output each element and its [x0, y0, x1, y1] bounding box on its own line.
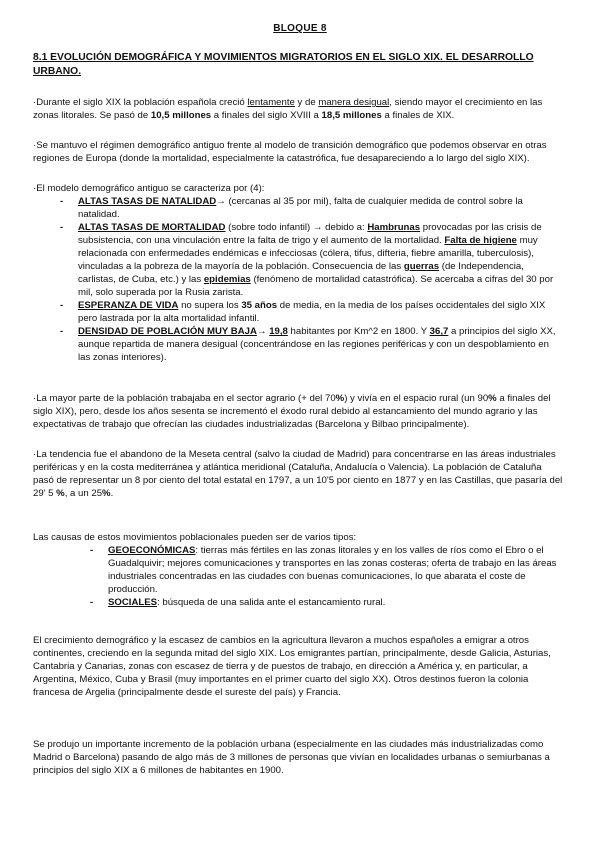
term-falta-higiene: Falta de higiene [444, 235, 517, 246]
text-span: ·La tendencia fue el abandono de la Meseta central (salvo la ciudad de Madrid) para concentrarse en las áreas industriales periféricas y en la costa mediterránea y atlántica meridional (Cataluña, Andalucía o Valencia). La población de Cataluña pasó de representar un 8 por ciento del total estatal en 1797, a un 10'5 por ciento en 1877 y en las Castillas, que pasaría del 29' 5 [33, 449, 563, 499]
text-span: (de Independencia, carlistas, de Cuba, etc.) y las [78, 261, 524, 285]
text-span: a finales de XIX. [381, 110, 455, 121]
characteristics-list [60, 195, 560, 364]
text-span: , a un 25 [64, 488, 103, 499]
text-span: ·La mayor parte de la población trabajaba en el sector agrario (+ del 70 [33, 393, 336, 404]
text-span: y de [294, 97, 319, 108]
term-densidad: DENSIDAD DE POBLACIÓN MUY BAJA [78, 326, 257, 337]
list-item-esperanza-vida [60, 299, 560, 325]
text-span: habitantes por Km^2 en 1800. Y [287, 326, 430, 337]
text-span: : búsqueda de una salida ante el estancamiento rural. [157, 597, 386, 608]
percent-sign: % [488, 393, 497, 404]
text-span: → (cercanas al 35 por mil), falta de cualquier medida de control sobre la natalidad. [78, 196, 523, 220]
value-19-8: 19,8 [269, 326, 288, 337]
term-sociales: SOCIALES [108, 597, 158, 608]
text-span: de media, en la media de los países occidentales del siglo XIX pero lastrada por la alta mortalidad infantil. [78, 300, 546, 324]
list-item-densidad [60, 325, 560, 364]
percent-sign: % [56, 488, 65, 499]
text-span: : tierras más fértiles en las zonas litorales y en los valles de ríos como el Ebro o el Guadalquivir; mejores comunicaciones y transportes en las zonas costeras; oferta de trabajo en las áreas industriales concentradas en las ciudades con buenas comunicaciones, lo que abarata el coste de producción. [108, 545, 557, 595]
term-mortalidad: ALTAS TASAS DE MORTALIDAD [78, 222, 226, 233]
paragraph-urban-population: Se produjo un importante incremento de la población urbana (especialmente en las ciudades más industrializadas como Madrid o Barcelona) pasando de algo más de 3 millones de personas que vivían en localidades urbanas o semiurbanas a principios del siglo XIX a 6 millones de habitantes en 1900. [33, 739, 550, 776]
text-span: no supera los [178, 300, 242, 311]
text-span: a finales del siglo XVIII a [211, 110, 322, 121]
text-span: → [256, 326, 270, 337]
document-title: BLOQUE 8 [273, 23, 327, 34]
text-span: ·Durante el siglo XIX la población española creció [33, 97, 248, 108]
list-item-natalidad [60, 195, 560, 221]
bold-35-anos: 35 años [241, 300, 278, 311]
text-span: a finales del siglo XIX), pero, desde los años sesenta se incrementó el éxodo rural debido al estancamiento del mundo agrario y las expectativas de trabajo que ofrecían las ciudades industrializadas (Barcelona y Bilbao principalmente). [33, 393, 551, 430]
value-36-7: 36,7 [429, 326, 449, 337]
paragraph-agrarian-sector [33, 392, 563, 431]
text-span: (sobre todo infantil) → debido a: [225, 222, 368, 233]
paragraph-emigration: El crecimiento demográfico y la escasez de cambios en la agricultura llevaron a muchos españoles a emigrar a otros continentes, creciendo en la segunda mitad del siglo XIX. Los emigrantes partían, principalmente, desde Galicia, Asturias, Cantabria y Canarias, zonas con escasez de tierra y de puestos de trabajo, en dirección a América y, en particular, a Argentina, México, Cuba y Brasil (muy importantes en el primer cuarto del siglo XX). Otros destinos fueron la colonia francesa de Argelia (principalmente desde el sureste del país) y Francia. [33, 635, 551, 698]
emphasis-lentamente: lentamente [247, 97, 295, 108]
text-span: muy relacionada con enfermedades endémicas e infecciosas (cólera, tifus, difteria, fiebre amarilla, tuberculosis), vinculadas a la pobreza de la mayoría de la población. Consecuencia de las [78, 235, 538, 272]
text-span: (fenómeno de mortalidad catastrófica). Se acercaba a cifras del 30 por mil, solo superada por la Rusia zarista. [78, 274, 554, 298]
text-span: ) y vivía en el espacio rural (un 90 [344, 393, 489, 404]
text-span: , siendo mayor el crecimiento en las zonas litorales. Se pasó de [33, 97, 543, 121]
term-geoeconomicas: GEOECONÓMICAS [108, 545, 196, 556]
term-esperanza-vida: ESPERANZA DE VIDA [78, 300, 179, 311]
text-span: . [110, 488, 114, 499]
causes-list [90, 544, 562, 609]
percent-sign: % [102, 488, 111, 499]
percent-sign: % [335, 393, 345, 404]
bold-18-5-millones: 18,5 millones [321, 110, 382, 121]
list-item-sociales [90, 596, 562, 609]
list-item-mortalidad [60, 221, 560, 299]
paragraph-demographic-regime: ·Se mantuvo el régimen demográfico antiguo frente al modelo de transición demográfico que podemos observar en otras regiones de Europa (donde la mortalidad, especialmente la catastrófica, fue desapareciendo a lo largo del siglo XIX). [33, 140, 547, 164]
term-epidemias: epidemias [203, 274, 251, 285]
term-natalidad: ALTAS TASAS DE NATALIDAD [78, 196, 217, 207]
term-hambrunas: Hambrunas [367, 222, 421, 233]
emphasis-manera-desigual: manera desigual [318, 97, 390, 108]
text-span: provocadas por las crisis de subsistencia, con una vinculación entre la falta de trigo y el aumento de la mortalidad. [78, 222, 542, 246]
text-span: a principios del siglo XX, aunque repartida de manera desigual (concentrándose en las regiones periféricas y con un despoblamiento en las zonas interiores). [78, 326, 556, 363]
section-heading: 8.1 EVOLUCIÓN DEMOGRÁFICA Y MOVIMIENTOS MIGRATORIOS EN EL SIGLO XIX. EL DESARROLLO URBANO. [33, 52, 534, 77]
paragraph-meseta-tendency [33, 448, 563, 500]
list-item-geoeconomicas [90, 544, 562, 596]
term-guerras: guerras [403, 261, 440, 272]
paragraph-causes-intro: Las causas de estos movimientos poblacionales pueden ser de varios tipos: [33, 532, 357, 543]
paragraph-population-growth [33, 96, 563, 122]
bold-10-5-millones: 10,5 millones [150, 110, 212, 121]
paragraph-model-intro: ·El modelo demográfico antiguo se caracteriza por (4): [33, 183, 265, 194]
